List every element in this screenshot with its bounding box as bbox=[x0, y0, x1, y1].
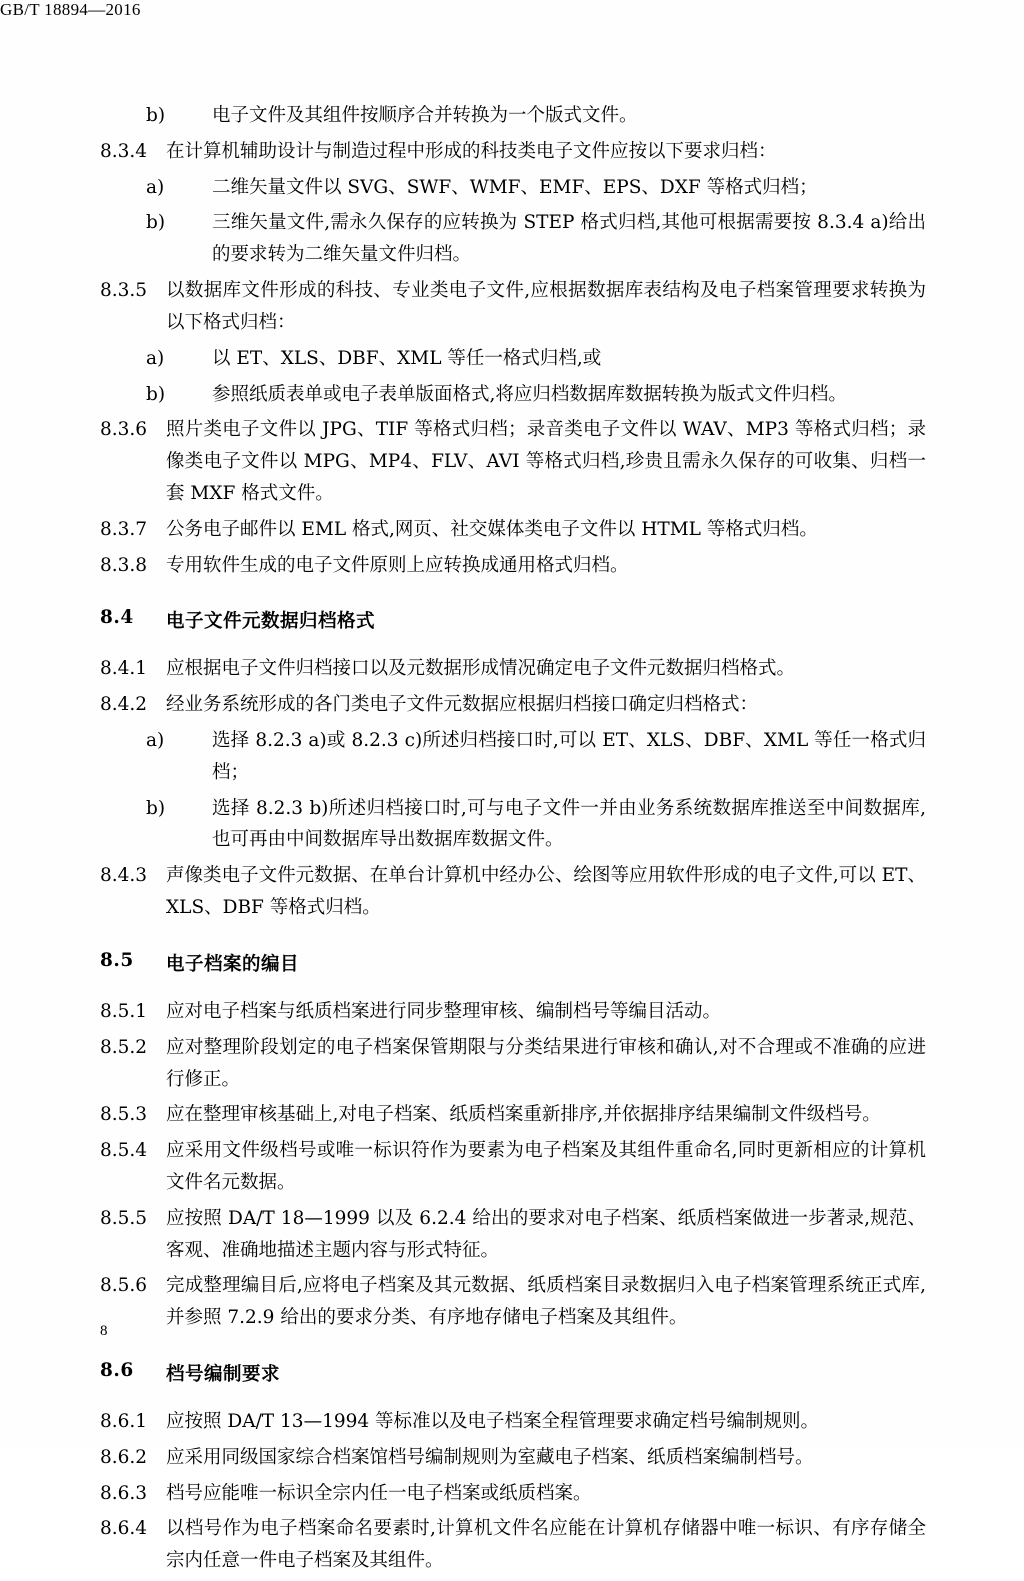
clause-number: 8.5.5 bbox=[100, 1207, 148, 1229]
list-item bbox=[100, 793, 926, 857]
clause-text: 以数据库文件形成的科技、专业类电子文件,应根据数据库表结构及电子档案管理要求转换为以下格式归档： bbox=[166, 280, 926, 333]
clause-paragraph bbox=[100, 514, 926, 546]
clause-number: 8.6.4 bbox=[100, 1518, 148, 1540]
list-item-text: 参照纸质表单或电子表单版面格式,将应归档数据库数据转换为版式文件归档。 bbox=[212, 383, 847, 405]
list-item bbox=[100, 172, 926, 204]
clause-text: 公务电子邮件以 EML 格式,网页、社交媒体类电子文件以 HTML 等格式归档。 bbox=[166, 518, 818, 540]
section-title: 电子档案的编目 bbox=[166, 953, 300, 975]
clause-number: 8.3.5 bbox=[100, 280, 148, 302]
list-item-label: a) bbox=[146, 347, 165, 369]
clause-text: 应按照 DA/T 18—1999 以及 6.2.4 给出的要求对电子档案、纸质档案做进一步著录,规范、客观、准确地描述主题内容与形式特征。 bbox=[166, 1207, 926, 1261]
clause-paragraph bbox=[100, 653, 926, 685]
clause-text: 应采用同级国家综合档案馆档号编制规则为室藏电子档案、纸质档案编制档号。 bbox=[166, 1446, 814, 1468]
page-header: GB/T 18894—2016 bbox=[0, 0, 141, 19]
list-item-label: a) bbox=[146, 176, 165, 198]
clause-text: 照片类电子文件以 JPG、TIF 等格式归档；录音类电子文件以 WAV、MP3 等格式归档；录像类电子文件以 MPG、MP4、FLV、AVI 等格式归档,珍贵且需永久保存的可收集、归档一套 MXF 格式文件。 bbox=[166, 419, 926, 504]
clause-paragraph bbox=[100, 136, 926, 168]
list-item bbox=[100, 343, 926, 375]
clause-number: 8.5.3 bbox=[100, 1104, 148, 1126]
document-body bbox=[100, 100, 926, 1581]
list-item-text: 以 ET、XLS、DBF、XML 等任一格式归档,或 bbox=[212, 347, 602, 369]
section-number: 8.6 bbox=[100, 1360, 134, 1381]
clause-text: 经业务系统形成的各门类电子文件元数据应根据归档接口确定归档格式： bbox=[166, 694, 759, 716]
clause-number: 8.5.2 bbox=[100, 1036, 148, 1058]
clause-paragraph bbox=[100, 1032, 926, 1096]
clause-number: 8.3.7 bbox=[100, 518, 148, 540]
list-item-label: b) bbox=[146, 105, 166, 126]
clause-text: 声像类电子文件元数据、在单台计算机中经办公、绘图等应用软件形成的电子文件,可以 ET、XLS、DBF 等格式归档。 bbox=[166, 865, 926, 919]
clause-number: 8.3.8 bbox=[100, 554, 148, 576]
clause-number: 8.5.4 bbox=[100, 1140, 148, 1162]
clause-text: 应采用文件级档号或唯一标识符作为要素为电子档案及其组件重命名,同时更新相应的计算机文件名元数据。 bbox=[166, 1140, 926, 1193]
clause-paragraph bbox=[100, 1203, 926, 1267]
list-item bbox=[100, 379, 926, 411]
clause-text: 专用软件生成的电子文件原则上应转换成通用格式归档。 bbox=[166, 554, 629, 576]
clause-number: 8.6.1 bbox=[100, 1411, 148, 1432]
list-item-text: 选择 8.2.3 a)或 8.2.3 c)所述归档接口时,可以 ET、XLS、DBF、XML 等任一格式归档； bbox=[212, 730, 926, 783]
clause-text: 应在整理审核基础上,对电子档案、纸质档案重新排序,并依据排序结果编制文件级档号。 bbox=[166, 1104, 881, 1126]
list-item-text: 电子文件及其组件按顺序合并转换为一个版式文件。 bbox=[212, 105, 638, 126]
clause-number: 8.6.2 bbox=[100, 1446, 148, 1468]
section-number: 8.5 bbox=[100, 949, 134, 971]
clause-paragraph bbox=[100, 860, 926, 924]
clause-number: 8.4.2 bbox=[100, 694, 148, 716]
clause-text: 以档号作为电子档案命名要素时,计算机文件名应能在计算机存储器中唯一标识、有序存储全宗内任意一件电子档案及其组件。 bbox=[166, 1518, 926, 1572]
clause-paragraph bbox=[100, 996, 926, 1028]
clause-text: 档号应能唯一标识全宗内任一电子档案或纸质档案。 bbox=[166, 1482, 592, 1504]
list-item-text: 选择 8.2.3 b)所述归档接口时,可与电子文件一并由业务系统数据库推送至中间数据库,也可再由中间数据库导出数据库数据文件。 bbox=[212, 797, 926, 851]
clause-paragraph bbox=[100, 1513, 926, 1577]
clause-number: 8.4.3 bbox=[100, 865, 148, 887]
clause-text: 应按照 DA/T 13—1994 等标准以及电子档案全程管理要求确定档号编制规则。 bbox=[166, 1411, 820, 1432]
clause-paragraph bbox=[100, 1478, 926, 1510]
list-item-label: b) bbox=[146, 383, 166, 405]
list-item bbox=[100, 207, 926, 271]
section-title: 电子文件元数据归档格式 bbox=[166, 611, 376, 633]
list-item-label: a) bbox=[146, 730, 165, 751]
clause-paragraph bbox=[100, 689, 926, 721]
clause-number: 8.3.4 bbox=[100, 140, 148, 162]
section-heading bbox=[100, 1360, 926, 1386]
section-number: 8.4 bbox=[100, 607, 134, 629]
clause-paragraph bbox=[100, 414, 926, 509]
clause-paragraph bbox=[100, 1406, 926, 1438]
list-item bbox=[100, 100, 926, 132]
clause-paragraph bbox=[100, 1099, 926, 1131]
clause-text: 在计算机辅助设计与制造过程中形成的科技类电子文件应按以下要求归档： bbox=[166, 140, 777, 162]
section-title: 档号编制要求 bbox=[166, 1364, 281, 1385]
clause-text: 完成整理编目后,应将电子档案及其元数据、纸质档案目录数据归入电子档案管理系统正式库,并参照 7.2.9 给出的要求分类、有序地存储电子档案及其组件。 bbox=[166, 1275, 926, 1329]
list-item-text: 二维矢量文件以 SVG、SWF、WMF、EMF、EPS、DXF 等格式归档； bbox=[212, 176, 818, 198]
clause-text: 应对整理阶段划定的电子档案保管期限与分类结果进行审核和确认,对不合理或不准确的应进行修正。 bbox=[166, 1036, 926, 1090]
list-item-label: b) bbox=[146, 797, 166, 819]
page-number: 8 bbox=[100, 1323, 108, 1339]
clause-paragraph bbox=[100, 550, 926, 582]
section-heading bbox=[100, 607, 926, 633]
section-heading bbox=[100, 950, 926, 976]
list-item-label: b) bbox=[146, 212, 166, 234]
clause-number: 8.4.1 bbox=[100, 658, 148, 680]
clause-number: 8.5.6 bbox=[100, 1275, 148, 1297]
clause-text: 应根据电子文件归档接口以及元数据形成情况确定电子文件元数据归档格式。 bbox=[166, 658, 796, 680]
clause-paragraph bbox=[100, 1135, 926, 1199]
clause-number: 8.5.1 bbox=[100, 1000, 148, 1022]
clause-paragraph bbox=[100, 1270, 926, 1334]
clause-number: 8.6.3 bbox=[100, 1482, 148, 1504]
clause-number: 8.3.6 bbox=[100, 419, 148, 441]
list-item-text: 三维矢量文件,需永久保存的应转换为 STEP 格式归档,其他可根据需要按 8.3.4 a)给出的要求转为二维矢量文件归档。 bbox=[212, 212, 926, 266]
list-item bbox=[100, 725, 926, 789]
clause-text: 应对电子档案与纸质档案进行同步整理审核、编制档号等编目活动。 bbox=[166, 1000, 722, 1022]
clause-paragraph bbox=[100, 275, 926, 339]
